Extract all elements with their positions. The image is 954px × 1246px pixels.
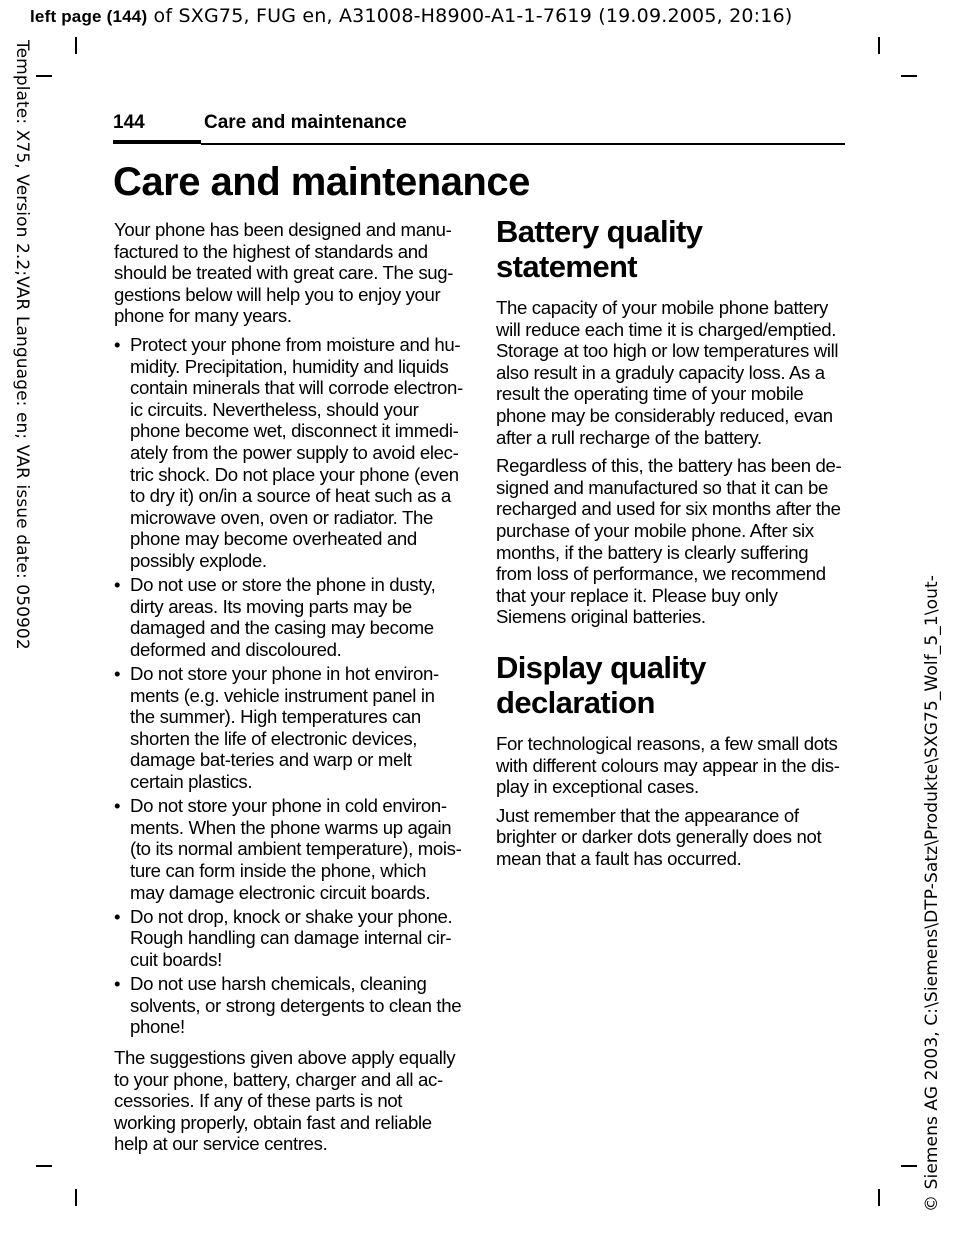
intro-paragraph: Your phone has been designed and manu-factured to the highest of standards and should be treated with great care. The sug-gestions below will help you to enjoy your phone for many years. [114,219,454,327]
print-slug-page: left page (144) [30,7,148,26]
print-slug [30,5,792,27]
crop-mark [878,1189,880,1206]
list-item-text: Do not store your phone in cold environ-ments. When the phone warms up again (to its normal ambient temperature), mois-ture can form inside the phone, which may damage electronic circuit boards. [130,795,462,903]
list-item-text: Do not use harsh chemicals, cleaning solvents, or strong detergents to clean the phone! [130,973,462,1038]
list-item [114,906,464,971]
crop-mark [901,75,917,77]
list-item [114,973,464,1038]
right-column [496,214,846,876]
bullet-icon: • [114,574,121,596]
battery-paragraph-1: The capacity of your mobile phone battery will reduce each time it is charged/emptied. Storage at too high or low temperatures will also result in a graduly capacity loss. As a result the operating time of your mobile phone may be considerably reduced, evan after a rull recharge of the battery. [496,297,839,448]
display-paragraph-2: Just remember that the appearance of brighter or darker dots generally does not mean that a fault has occurred. [496,804,822,869]
care-tips-list [114,334,464,1038]
display-heading: Display quality declaration [496,649,706,720]
running-section-title: Care and maintenance [204,112,407,133]
battery-paragraph-2: Regardless of this, the battery has been de-signed and manufactured so that it can be recharged and used for six months after the purchase of your mobile phone. After six months, if the battery is clearly suffering from loss of performance, we recommend that your replace it. Please buy only Siemens original batteries. [496,455,842,628]
page-title: Care and maintenance [113,160,530,204]
running-header [113,112,845,146]
list-item-text: Do not use or store the phone in dusty, dirty areas. Its moving parts may be damaged and the casing may become deformed and discoloured. [130,574,436,660]
list-item [114,574,464,660]
side-slug-left-text: Template: X75, Version 2.2;VAR Language: en; VAR issue date: 050902 [12,40,32,650]
closing-paragraph: The suggestions given above apply equally to your phone, battery, charger and all ac-cessories. If any of these parts is not working properly, obtain fast and reliable help at our service centres. [114,1046,456,1155]
list-item [114,334,464,572]
list-item [114,663,464,793]
left-column [114,219,464,1162]
bullet-icon: • [114,663,121,685]
page-number: 144 [113,112,145,133]
crop-mark [878,37,880,54]
battery-heading: Battery quality statement [496,214,703,284]
list-item-text: Do not drop, knock or shake your phone. Rough handling can damage internal cir-cuit boards! [130,905,453,970]
print-slug-info: of SXG75, FUG en, A31008-H8900-A1-1-7619 (19.09.2005, 20:16) [147,5,793,27]
list-item-text: Protect your phone from moisture and hu-midity. Precipitation, humidity and liquids contain minerals that will corrode electron-ic circuits. Nevertheless, should your phone become wet, disconnect it immedi-ately from the power supply to avoid elec-tric shock. Do not place your phone (even to dry it) on/in a source of heat such as a microwave oven, oven or radiator. The phone may become overheated and possibly explode. [130,333,463,571]
display-paragraph-1: For technological reasons, a few small dots with different colours may appear in the dis-play in exceptional cases. [496,732,840,798]
crop-mark [36,75,52,77]
bullet-icon: • [114,795,121,817]
bullet-icon: • [114,973,121,995]
crop-mark [901,1165,917,1167]
crop-mark [36,1165,52,1167]
list-item [114,795,464,903]
bullet-icon: • [114,333,121,355]
side-slug-left [2,40,36,720]
bullet-icon: • [114,905,121,927]
header-rule-thick [113,140,201,144]
header-rule [201,143,845,145]
crop-mark [75,37,77,54]
list-item-text: Do not store your phone in hot environ-ments (e.g. vehicle instrument panel in the summer). High temperatures can shorten the life of electronic devices, damage bat-teries and warp or melt certain plastics. [130,663,439,793]
crop-mark [75,1189,77,1206]
side-slug-right-text: © Siemens AG 2003, C:\Siemens\DTP-Satz\Produkte\SXG75_Wolf_5_1\out- [922,574,942,1212]
